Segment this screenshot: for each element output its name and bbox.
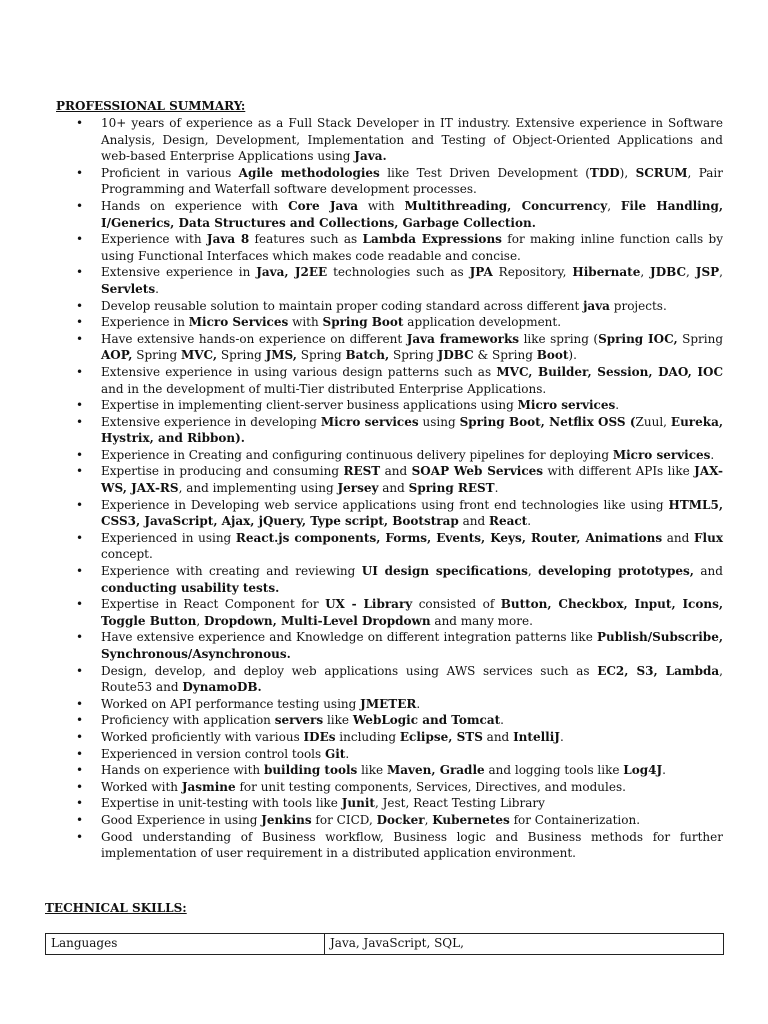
- summary-item-bold-text: Hibernate: [572, 265, 641, 280]
- summary-item-bold-text: TDD: [589, 165, 620, 180]
- summary-item-bold-text: Junit: [341, 796, 375, 811]
- summary-item-text: Experience in Creating and configuring continuous delivery pipelines for deploying: [101, 447, 613, 462]
- table-row: [46, 934, 724, 955]
- summary-item-bold-text: Docker: [376, 812, 425, 827]
- bullet-icon: •: [76, 746, 84, 761]
- technical-skills-heading: TECHNICAL SKILLS:: [45, 901, 187, 915]
- summary-item-bold-text: HTML5, CSS3, JavaScript, Ajax, jQuery, Type script, Bootstrap: [101, 497, 723, 529]
- summary-item: [72, 530, 723, 563]
- summary-item-text: Expertise in implementing client-server business applications using: [101, 398, 518, 413]
- summary-item: [72, 165, 723, 198]
- summary-item: [72, 795, 723, 812]
- bullet-icon: •: [76, 729, 84, 744]
- summary-item: [72, 712, 723, 729]
- summary-item: [72, 264, 723, 297]
- summary-item: [72, 812, 723, 829]
- summary-item-text: Hands on experience with: [101, 198, 289, 213]
- summary-item-bold-text: Flux: [694, 530, 723, 545]
- bullet-icon: •: [76, 265, 84, 280]
- summary-item-text: Spring: [677, 331, 724, 346]
- summary-item-text: .: [710, 447, 715, 462]
- summary-item-text: concept.: [101, 547, 153, 562]
- summary-item-bold-text: Micro Services: [188, 315, 289, 330]
- summary-item: [72, 414, 723, 447]
- summary-item-bold-text: EC2, S3, Lambda: [597, 663, 720, 678]
- summary-item-bold-text: JDBC: [437, 348, 474, 363]
- summary-item-bold-text: UI design specifications: [361, 564, 528, 579]
- summary-item-text: .: [559, 729, 564, 744]
- summary-item-bold-text: Jenkins: [261, 812, 312, 827]
- summary-item-bold-text: UX - Library: [325, 597, 413, 612]
- summary-item-text: Design, develop, and deploy web applications using AWS services such as: [101, 663, 598, 678]
- summary-item-bold-text: JAX-WS, JAX-RS: [101, 464, 723, 496]
- summary-item-text: and in the development of multi-Tier distributed Enterprise Applications.: [101, 381, 547, 396]
- summary-item-text: ,: [607, 198, 621, 213]
- summary-item-bold-text: Lambda Expressions: [362, 232, 502, 247]
- summary-item-text: Spring: [132, 348, 181, 363]
- summary-item-text: Spring: [389, 348, 438, 363]
- bullet-icon: •: [76, 315, 84, 330]
- summary-item: [72, 829, 723, 862]
- summary-item-bold-text: Boot: [536, 348, 569, 363]
- summary-item-text: consisted of: [412, 597, 501, 612]
- summary-item-text: including: [335, 729, 400, 744]
- bullet-icon: •: [76, 298, 84, 313]
- summary-item-bold-text: Publish/Subscribe, Synchronous/Asynchronous.: [101, 630, 723, 661]
- summary-item-bold-text: MVC, Builder, Session, DAO, IOC: [496, 364, 723, 379]
- summary-item-text: Expertise in unit-testing with tools like: [101, 796, 342, 811]
- summary-item-bold-text: React.js components, Forms, Events, Keys, Router, Animations: [235, 530, 663, 545]
- summary-item-bold-text: Batch,: [345, 348, 390, 363]
- summary-item-text: .: [662, 763, 666, 778]
- bullet-icon: •: [76, 165, 84, 180]
- summary-item-text: ).: [568, 348, 577, 363]
- summary-item: [72, 629, 723, 662]
- summary-item: [72, 696, 723, 713]
- summary-item-text: ,: [686, 265, 696, 280]
- summary-item-bold-text: MVC,: [180, 348, 218, 363]
- technical-skills-table: [45, 933, 724, 955]
- summary-item-bold-text: Java, J2EE: [256, 265, 328, 280]
- summary-item-text: application development.: [403, 315, 562, 330]
- bullet-icon: •: [76, 447, 84, 462]
- summary-item-text: Extensive experience in: [101, 265, 257, 280]
- summary-item-text: like spring (: [519, 331, 599, 346]
- summary-item-bold-text: Micro services: [320, 414, 419, 429]
- summary-item-text: Spring: [296, 348, 346, 363]
- bullet-icon: •: [76, 812, 84, 827]
- summary-item-bold-text: Eclipse, STS: [399, 729, 483, 744]
- summary-item-bold-text: developing prototypes,: [538, 564, 694, 579]
- summary-item-bold-text: Spring REST: [408, 481, 495, 496]
- summary-item-text: Worked on API performance testing using: [101, 696, 361, 711]
- summary-item-text: Proficient in various: [101, 165, 239, 180]
- summary-item-text: ,: [527, 564, 539, 579]
- summary-item-text: Experience in Developing web service applications using front end technologies like using: [101, 497, 669, 512]
- summary-item-bold-text: Spring Boot: [322, 315, 404, 330]
- summary-item-text: & Spring: [473, 348, 537, 363]
- summary-item-text: for unit testing components, Services, Directives, and modules.: [235, 779, 626, 794]
- summary-item-bold-text: java: [583, 298, 610, 313]
- summary-item-text: Have extensive experience and Knowledge on different integration patterns like: [101, 630, 597, 645]
- summary-item-text: and: [693, 564, 723, 579]
- summary-item-text: ),: [619, 165, 636, 180]
- bullet-icon: •: [76, 331, 84, 346]
- summary-item-bold-text: IntelliJ: [513, 729, 560, 744]
- summary-item-text: .: [615, 398, 620, 413]
- professional-summary-list: [72, 115, 723, 862]
- summary-item-text: , Pair Programming and Waterfall software development processes.: [101, 165, 723, 197]
- bullet-icon: •: [76, 763, 84, 778]
- summary-item-bold-text: IDEs: [303, 729, 336, 744]
- summary-item-bold-text: Agile methodologies: [238, 165, 380, 180]
- summary-item-text: using: [418, 414, 460, 429]
- summary-item-bold-text: conducting usability tests.: [101, 580, 280, 595]
- summary-item-text: Develop reusable solution to maintain proper coding standard across different: [101, 298, 584, 313]
- summary-item-bold-text: Git: [325, 746, 346, 761]
- summary-item-bold-text: Jersey: [337, 481, 379, 496]
- summary-item-bold-text: JSP: [695, 265, 720, 280]
- summary-item: [72, 198, 723, 231]
- summary-item-text: Experience with: [101, 232, 207, 247]
- summary-item: [72, 314, 723, 331]
- summary-item-text: and: [458, 514, 489, 529]
- bullet-icon: •: [76, 497, 84, 512]
- summary-item-bold-text: JPA: [469, 265, 493, 280]
- bullet-icon: •: [76, 398, 84, 413]
- bullet-icon: •: [76, 630, 84, 645]
- summary-item-text: .: [527, 514, 532, 529]
- summary-item-text: like: [323, 713, 353, 728]
- summary-item-text: Have extensive hands-on experience on different: [101, 331, 407, 346]
- summary-item-text: features such as: [249, 232, 363, 247]
- bullet-icon: •: [76, 414, 84, 429]
- summary-item: [72, 447, 723, 464]
- summary-item-bold-text: Dropdown, Multi-Level Dropdown: [204, 613, 431, 628]
- bullet-icon: •: [76, 116, 84, 130]
- bullet-icon: •: [76, 530, 84, 545]
- summary-item-text: and: [380, 464, 412, 479]
- summary-item-text: .: [416, 696, 421, 711]
- bullet-icon: •: [76, 663, 84, 678]
- summary-item-text: Extensive experience in developing: [101, 414, 321, 429]
- summary-item: [72, 729, 723, 746]
- summary-item-text: for Containerization.: [509, 812, 641, 827]
- summary-item-text: .: [155, 281, 159, 296]
- summary-item-text: Repository,: [492, 265, 573, 280]
- summary-item-text: Good Experience in using: [101, 812, 262, 827]
- summary-item-bold-text: Log4J: [623, 763, 663, 778]
- summary-item-text: Worked with: [101, 779, 182, 794]
- summary-item: [72, 115, 723, 165]
- skill-category-cell: Languages: [46, 934, 325, 955]
- summary-item-bold-text: SCRUM: [635, 165, 688, 180]
- summary-item-text: Experience in: [101, 315, 189, 330]
- summary-item-bold-text: Micro services: [517, 398, 616, 413]
- summary-item-text: , Jest, React Testing Library: [374, 796, 545, 811]
- summary-item: [72, 762, 723, 779]
- summary-item-text: Experienced in using: [101, 530, 236, 545]
- summary-item: [72, 463, 723, 496]
- summary-item-bold-text: Core Java: [288, 198, 359, 213]
- summary-item-text: Hands on experience with: [101, 763, 264, 778]
- summary-item-bold-text: JDBC: [650, 265, 687, 280]
- summary-item-text: ,: [424, 812, 433, 827]
- summary-item-bold-text: DynamoDB.: [182, 680, 262, 695]
- summary-item: [72, 298, 723, 315]
- summary-item-bold-text: Kubernetes: [432, 812, 510, 827]
- summary-item: [72, 663, 723, 696]
- summary-item-text: 10+ years of experience as a Full Stack Developer in IT industry. Extensive experience in Software Analysis, Design, Development, Implementation and Testing of Object-Oriented Applications and web-based Enterprise Applications using: [101, 116, 723, 164]
- summary-item-bold-text: AOP,: [101, 348, 133, 363]
- summary-item-text: Extensive experience in using various design patterns such as: [101, 364, 497, 379]
- summary-item-text: Expertise in producing and consuming: [101, 464, 344, 479]
- summary-item-text: , and implementing using: [178, 481, 338, 496]
- summary-item-bold-text: Java 8: [206, 232, 250, 247]
- summary-item-bold-text: Jasmine: [181, 779, 236, 794]
- summary-item-bold-text: Java.: [354, 149, 387, 164]
- summary-item-text: .: [494, 481, 499, 496]
- summary-item: [72, 746, 723, 763]
- summary-item-text: and: [482, 729, 514, 744]
- skill-value-cell: Java, JavaScript, SQL,: [325, 934, 724, 955]
- bullet-icon: •: [76, 796, 84, 811]
- summary-item-bold-text: servers: [274, 713, 324, 728]
- bullet-icon: •: [76, 198, 84, 213]
- summary-item-text: Experience with creating and reviewing: [101, 564, 362, 579]
- summary-item-text: with: [288, 315, 323, 330]
- summary-item-text: and many more.: [430, 613, 533, 628]
- summary-item-text: ,: [196, 613, 205, 628]
- summary-item-bold-text: building tools: [263, 763, 358, 778]
- summary-item: [72, 563, 723, 596]
- bullet-icon: •: [76, 713, 84, 728]
- summary-item-text: and logging tools like: [484, 763, 624, 778]
- summary-item-bold-text: Button, Checkbox, Input, Icons, Toggle Button: [101, 597, 724, 628]
- summary-item-text: like Test Driven Development (: [379, 165, 590, 180]
- summary-item-bold-text: Servlets: [101, 281, 156, 296]
- summary-item-text: , Route53 and: [101, 663, 723, 695]
- summary-item: [72, 497, 723, 530]
- summary-item: [72, 397, 723, 414]
- bullet-icon: •: [76, 564, 84, 579]
- summary-item-text: technologies such as: [327, 265, 470, 280]
- bullet-icon: •: [76, 364, 84, 379]
- summary-item-text: ,: [640, 265, 651, 280]
- summary-item: [72, 331, 723, 364]
- summary-item-text: projects.: [609, 298, 667, 313]
- summary-item-text: with: [358, 198, 405, 213]
- summary-item-bold-text: WebLogic and Tomcat: [352, 713, 501, 728]
- bullet-icon: •: [76, 597, 84, 612]
- bullet-icon: •: [76, 464, 84, 479]
- summary-item-text: .: [500, 713, 504, 728]
- summary-item-bold-text: Eureka, Hystrix, and Ribbon).: [101, 414, 724, 446]
- summary-item-bold-text: Maven, Gradle: [386, 763, 485, 778]
- summary-item-text: Proficiency with application: [101, 713, 275, 728]
- professional-summary-heading: PROFESSIONAL SUMMARY:: [56, 99, 246, 113]
- summary-item-text: with different APIs like: [543, 464, 695, 479]
- skills-table-body: [46, 934, 724, 955]
- summary-item-bold-text: Spring Boot, Netflix OSS (: [459, 414, 636, 429]
- summary-item-text: Spring: [217, 348, 266, 363]
- summary-item-bold-text: SOAP Web Services: [411, 464, 544, 479]
- summary-item-text: for making inline function calls by using Functional Interfaces which makes code readable and concise.: [101, 232, 723, 263]
- summary-item-bold-text: Multithreading, Concurrency: [404, 198, 608, 213]
- summary-item: [72, 364, 723, 397]
- summary-item-text: for CICD,: [311, 812, 377, 827]
- summary-item-bold-text: Micro services: [612, 447, 711, 462]
- summary-item-bold-text: REST: [343, 464, 381, 479]
- summary-item-bold-text: Spring IOC,: [598, 331, 678, 346]
- summary-item: [72, 779, 723, 796]
- bullet-icon: •: [76, 232, 84, 247]
- bullet-icon: •: [76, 829, 84, 844]
- summary-item-bold-text: File Handling, I/Generics, Data Structures and Collections, Garbage Collection.: [101, 198, 724, 230]
- summary-item-text: Expertise in React Component for: [101, 597, 326, 612]
- summary-item: [72, 596, 723, 629]
- summary-item-bold-text: JMS,: [265, 348, 297, 363]
- summary-item: [72, 231, 723, 264]
- summary-item-bold-text: JMETER: [360, 696, 417, 711]
- summary-item-text: Experienced in version control tools: [101, 746, 325, 761]
- summary-item-text: Zuul,: [635, 414, 671, 429]
- bullet-icon: •: [76, 779, 84, 794]
- bullet-icon: •: [76, 696, 84, 711]
- summary-item-text: Worked proficiently with various: [101, 729, 304, 744]
- summary-item-text: ,: [719, 265, 723, 280]
- summary-item-text: like: [357, 763, 387, 778]
- summary-item-text: and: [662, 530, 695, 545]
- summary-item-text: .: [345, 746, 350, 761]
- summary-item-text: Good understanding of Business workflow, Business logic and Business methods for further implementation of user requirement in a distributed application environment.: [101, 829, 723, 861]
- summary-item-text: and: [378, 481, 409, 496]
- summary-item-bold-text: React: [488, 514, 528, 529]
- summary-item-bold-text: Java frameworks: [406, 331, 520, 346]
